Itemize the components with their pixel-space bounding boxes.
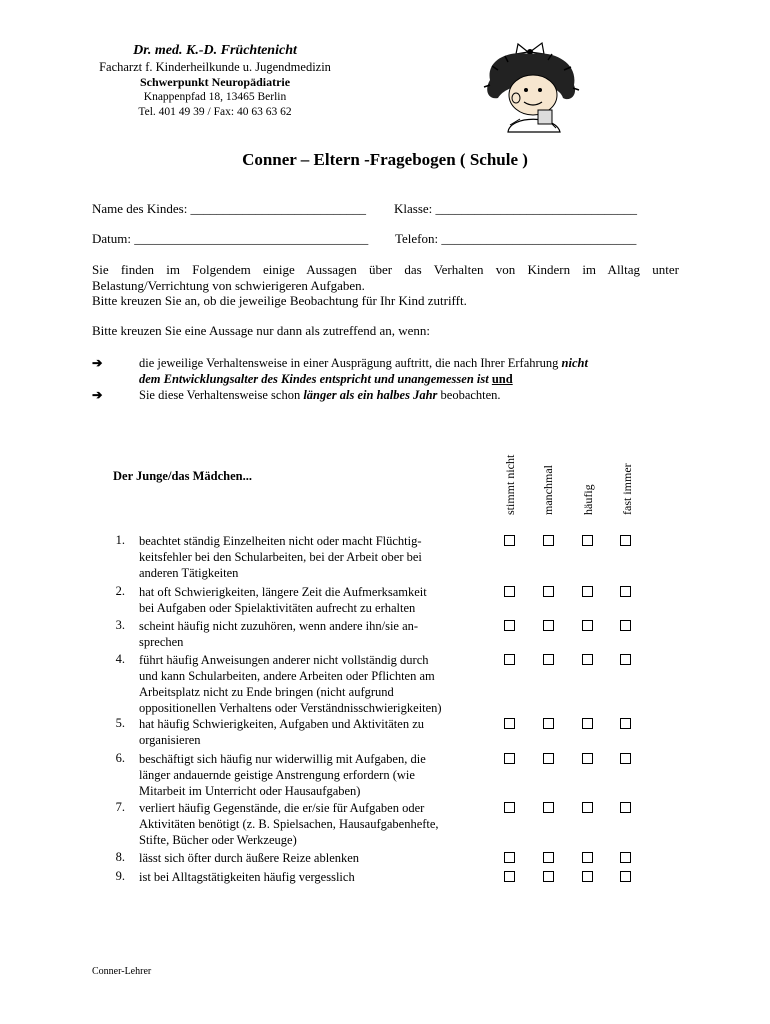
cartoon-girl-logo <box>478 40 583 135</box>
answer-checkbox[interactable] <box>620 753 631 764</box>
criterion-1 <box>92 355 692 389</box>
table-heading: Der Junge/das Mädchen... <box>113 469 253 483</box>
answer-checkbox[interactable] <box>543 718 554 729</box>
criterion-1-und: und <box>491 372 513 386</box>
item-text <box>139 800 489 848</box>
item-text <box>139 652 489 716</box>
criterion-2-text: Sie diese Verhaltensweise schon <box>139 388 304 402</box>
item-text <box>139 584 489 616</box>
form-title: Conner – Eltern -Fragebogen ( Schule ) <box>242 150 528 169</box>
arrow-right-icon: ➔ <box>92 388 103 402</box>
answer-checkbox[interactable] <box>543 871 554 882</box>
item-text-line: ist bei Alltagstätigkeiten häufig vergesslich <box>139 870 355 884</box>
answer-checkbox[interactable] <box>543 753 554 764</box>
item-text <box>139 850 489 866</box>
answer-checkbox[interactable] <box>620 620 631 631</box>
answer-checkbox[interactable] <box>620 718 631 729</box>
answer-checkbox[interactable] <box>582 535 593 546</box>
item-text-line: führt häufig Anweisungen anderer nicht vollständig durch <box>139 653 429 667</box>
column-header: manchmal <box>541 465 555 515</box>
item-text-line: und kann Schularbeiten, andere Arbeiten oder Pflichten am <box>139 669 435 683</box>
criterion-1-emphasis-2: dem Entwicklungsalter des Kindes entspricht und unangemessen ist <box>139 372 489 386</box>
answer-checkbox[interactable] <box>582 620 593 631</box>
item-text-line: oppositionellen Verhaltens oder Verständnisschwierigkeiten) <box>139 701 442 715</box>
answer-checkbox[interactable] <box>504 620 515 631</box>
answer-checkbox[interactable] <box>504 535 515 546</box>
child-name-field[interactable]: Name des Kindes: ___________________________ <box>92 201 367 216</box>
footer-label: Conner-Lehrer <box>92 966 152 977</box>
item-number: 9. <box>115 869 125 883</box>
answer-checkbox[interactable] <box>582 871 593 882</box>
item-text-line: lässt sich öfter durch äußere Reize ablenken <box>139 851 360 865</box>
item-text <box>139 618 489 650</box>
answer-checkbox[interactable] <box>582 852 593 863</box>
item-text-line: Mitarbeit im Unterricht oder Hausaufgaben) <box>139 784 361 798</box>
answer-checkbox[interactable] <box>504 654 515 665</box>
criteria-intro: Bitte kreuzen Sie eine Aussage nur dann als zutreffend an, wenn: <box>92 323 431 338</box>
answer-checkbox[interactable] <box>620 535 631 546</box>
answer-checkbox[interactable] <box>543 535 554 546</box>
answer-checkbox[interactable] <box>620 802 631 813</box>
item-text-line: hat oft Schwierigkeiten, längere Zeit die Aufmerksamkeit <box>139 585 427 599</box>
answer-checkbox[interactable] <box>620 586 631 597</box>
item-text-line: scheint häufig nicht zuzuhören, wenn andere ihn/sie an- <box>139 619 419 633</box>
answer-checkbox[interactable] <box>582 753 593 764</box>
item-text-line: organisieren <box>139 733 201 747</box>
column-header: häufig <box>581 484 595 515</box>
item-number: 5. <box>115 716 125 730</box>
item-text-line: verliert häufig Gegenstände, die er/sie für Aufgaben oder <box>139 801 425 815</box>
letterhead <box>60 42 370 120</box>
item-number: 3. <box>115 618 125 632</box>
doctor-contact: Tel. 401 49 39 / Fax: 40 63 63 62 <box>138 106 292 118</box>
answer-checkbox[interactable] <box>504 871 515 882</box>
item-number: 2. <box>115 584 125 598</box>
instruction-line: Bitte kreuzen Sie an, ob die jeweilige Beobachtung für Ihr Kind zutrifft. <box>92 293 467 308</box>
item-text-line: beachtet ständig Einzelheiten nicht oder macht Flüchtig- <box>139 534 422 548</box>
answer-checkbox[interactable] <box>543 586 554 597</box>
answer-checkbox[interactable] <box>620 871 631 882</box>
criterion-2 <box>92 387 692 405</box>
answer-checkbox[interactable] <box>504 852 515 863</box>
item-text <box>139 716 489 748</box>
answer-checkbox[interactable] <box>582 586 593 597</box>
item-text-line: länger andauernde geistige Anstrengung erfordern (wie <box>139 768 415 782</box>
item-text-line: keitsfehler bei den Schularbeiten, bei der Arbeit ober bei <box>139 550 422 564</box>
phone-field[interactable]: Telefon: ______________________________ <box>395 231 637 246</box>
item-text-line: hat häufig Schwierigkeiten, Aufgaben und Aktivitäten zu <box>139 717 424 731</box>
item-text <box>139 751 489 799</box>
answer-checkbox[interactable] <box>504 718 515 729</box>
criterion-1-text: die jeweilige Verhaltensweise in einer Ausprägung auftritt, die nach Ihrer Erfahrung <box>139 356 562 370</box>
answer-checkbox[interactable] <box>543 802 554 813</box>
answer-checkbox[interactable] <box>620 654 631 665</box>
doctor-focus: Schwerpunkt Neuropädiatrie <box>139 75 291 89</box>
answer-checkbox[interactable] <box>582 718 593 729</box>
answer-checkbox[interactable] <box>543 620 554 631</box>
answer-checkbox[interactable] <box>543 852 554 863</box>
criterion-2-emphasis: länger als ein halbes Jahr <box>303 388 438 402</box>
doctor-name: Dr. med. K.-D. Früchtenicht <box>133 43 297 58</box>
item-text-line: bei Aufgaben oder Spielaktivitäten aufrecht zu erhalten <box>139 601 416 615</box>
arrow-right-icon: ➔ <box>92 356 103 370</box>
item-text-line: anderen Tätigkeiten <box>139 566 239 580</box>
item-number: 1. <box>115 533 125 547</box>
item-text-line: Arbeitsplatz nicht zu Ende bringen (nicht aufgrund <box>139 685 394 699</box>
item-text-line: Aktivitäten benötigt (z. B. Spielsachen, Hausaufgabenhefte, <box>139 817 439 831</box>
item-number: 8. <box>115 850 125 864</box>
answer-checkbox[interactable] <box>543 654 554 665</box>
item-text-line: sprechen <box>139 635 184 649</box>
answer-checkbox[interactable] <box>582 654 593 665</box>
doctor-specialty: Facharzt f. Kinderheilkunde u. Jugendmedizin <box>99 60 331 74</box>
item-number: 4. <box>115 652 125 666</box>
item-number: 6. <box>115 751 125 765</box>
criterion-1-emphasis: nicht <box>561 356 588 370</box>
answer-checkbox[interactable] <box>504 586 515 597</box>
class-field[interactable]: Klasse: _______________________________ <box>394 201 638 216</box>
answer-checkbox[interactable] <box>504 753 515 764</box>
column-header: stimmt nicht <box>503 454 517 515</box>
item-text <box>139 533 489 581</box>
item-text <box>139 869 489 885</box>
date-field[interactable]: Datum: ____________________________________ <box>92 231 369 246</box>
answer-checkbox[interactable] <box>504 802 515 813</box>
intro-paragraph: Sie finden im Folgendem einige Aussagen über das Verhalten von Kindern im Alltag unter Belastung/Verrichtung von schwierigeren Aufgaben. <box>92 262 679 293</box>
answer-checkbox[interactable] <box>582 802 593 813</box>
item-text-line: Stifte, Bücher oder Werkzeuge) <box>139 833 297 847</box>
criterion-2-tail: beobachten. <box>437 388 501 402</box>
doctor-address: Knappenpfad 18, 13465 Berlin <box>143 91 287 103</box>
column-header: fast immer <box>620 463 634 515</box>
answer-checkbox[interactable] <box>620 852 631 863</box>
item-number: 7. <box>115 800 125 814</box>
item-text-line: beschäftigt sich häufig nur widerwillig mit Aufgaben, die <box>139 752 426 766</box>
